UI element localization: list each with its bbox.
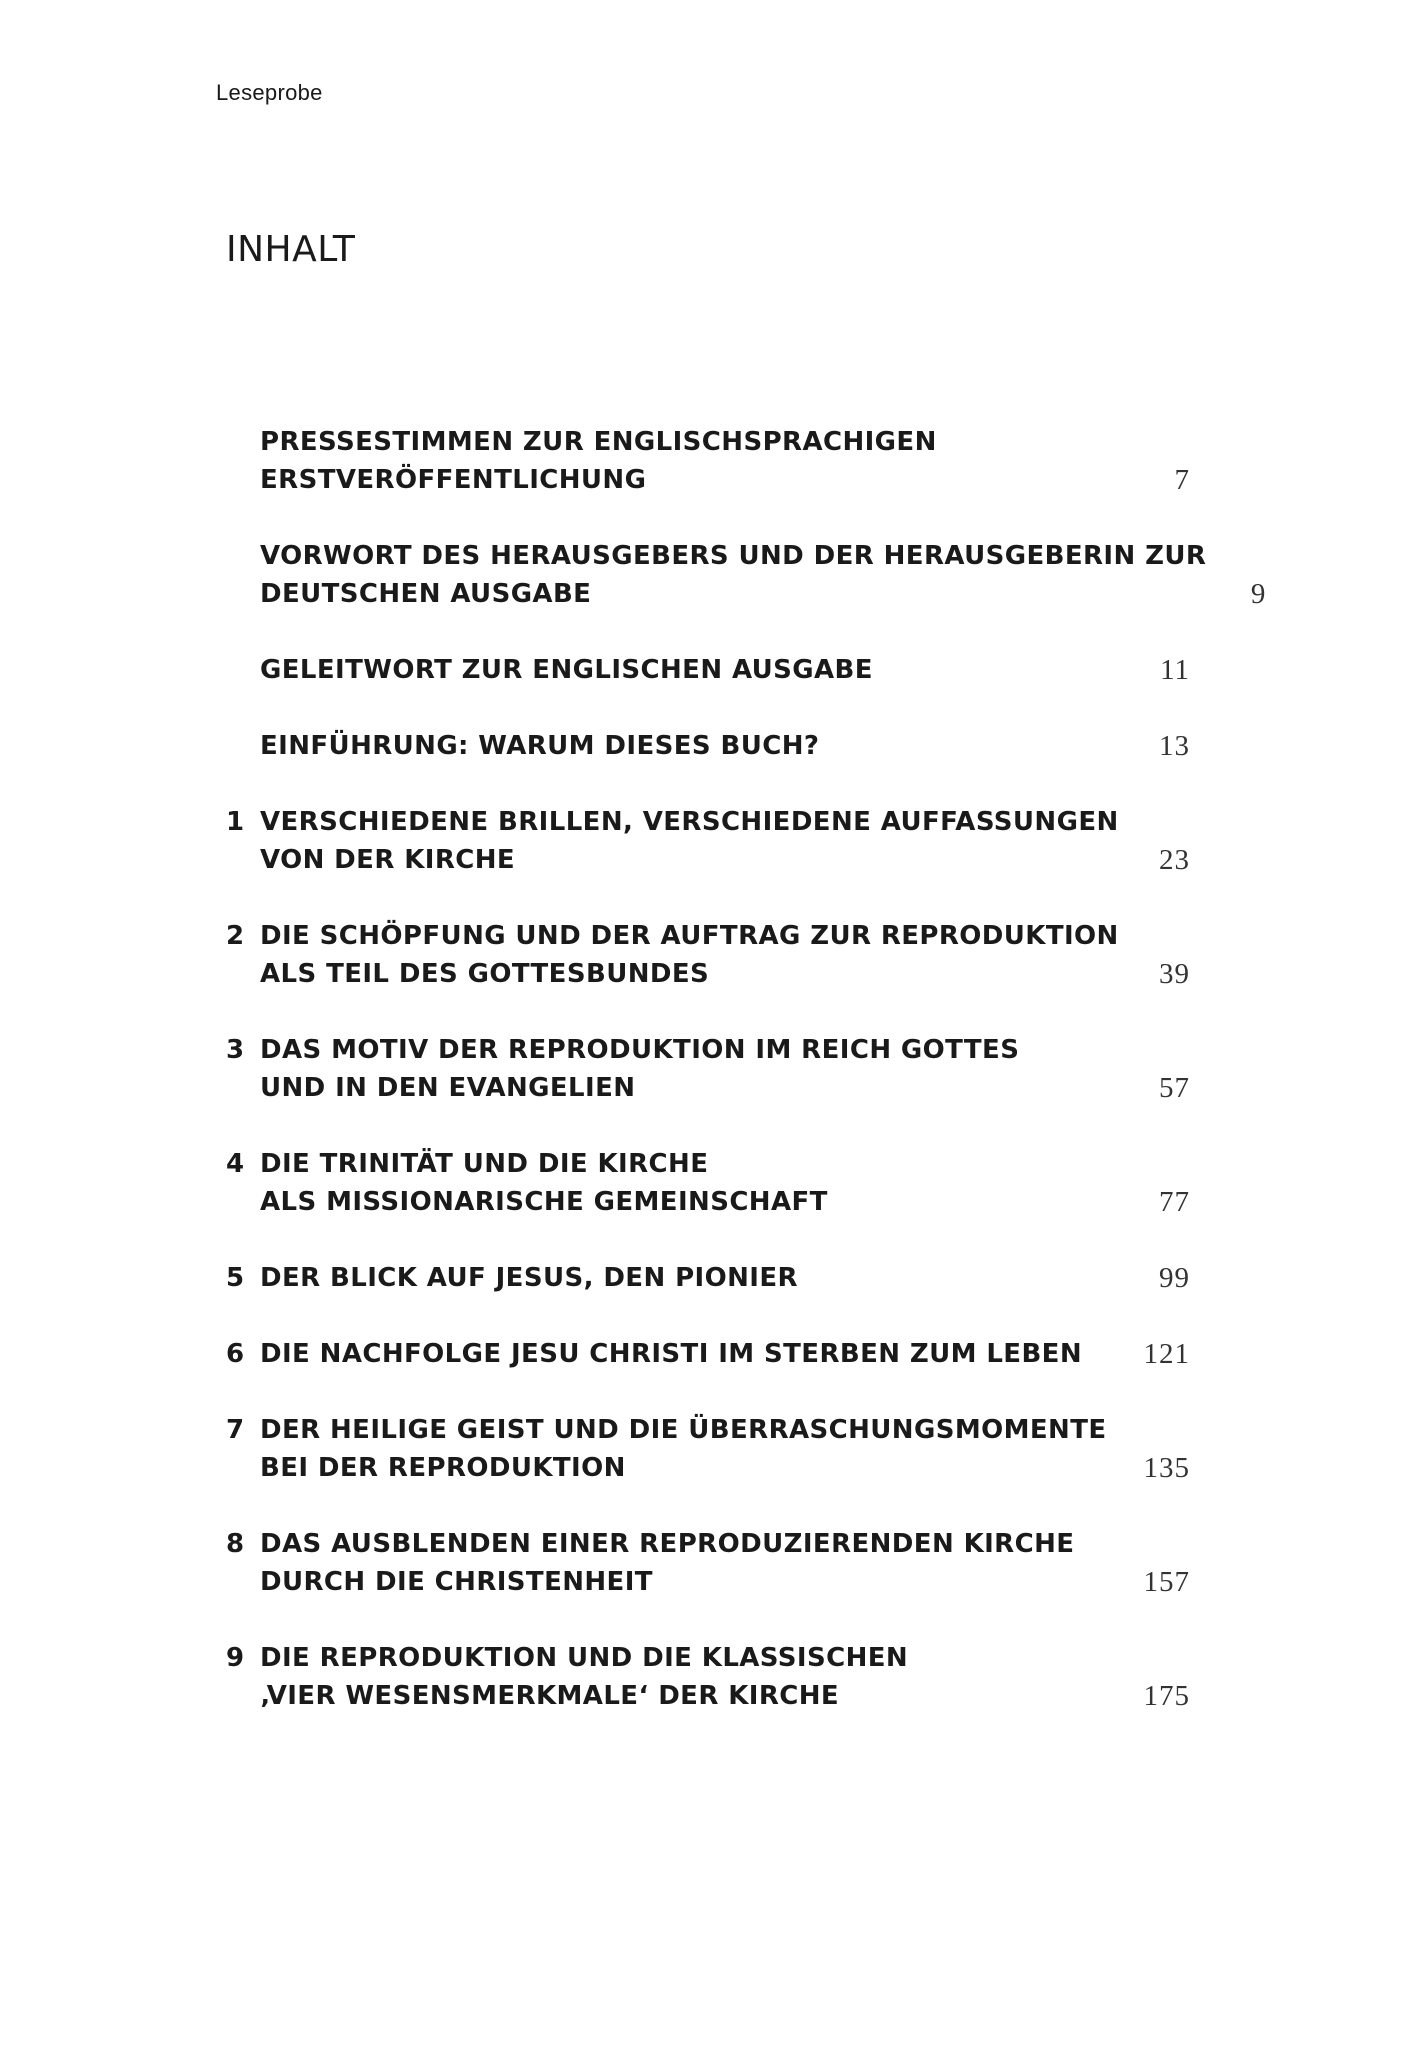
toc-chapter-number: 7 xyxy=(226,1415,245,1445)
page-header-label: Leseprobe xyxy=(216,80,323,105)
table-of-contents xyxy=(226,423,1267,1753)
toc-entry xyxy=(226,803,1190,879)
toc-title-line: EINFÜHRUNG: WARUM DIESES BUCH? xyxy=(260,731,820,761)
toc-entry xyxy=(226,1145,1190,1221)
toc-title-line: ALS MISSIONARISCHE GEMEINSCHAFT xyxy=(260,1187,828,1217)
toc-title-line: DAS MOTIV DER REPRODUKTION IM REICH GOTTES xyxy=(260,1035,1020,1065)
toc-page-number: 39 xyxy=(1159,958,1190,990)
toc-title xyxy=(260,1639,1130,1715)
toc-entry xyxy=(226,1031,1190,1107)
toc-chapter-number: 9 xyxy=(226,1643,245,1673)
toc-entry xyxy=(226,423,1190,499)
toc-title-line: DAS AUSBLENDEN EINER REPRODUZIERENDEN KIRCHE xyxy=(260,1529,1075,1559)
toc-chapter-number: 1 xyxy=(226,807,245,837)
toc-title-line: VORWORT DES HERAUSGEBERS UND DER HERAUSGEBERIN ZUR xyxy=(260,541,1207,571)
toc-entry xyxy=(226,1335,1190,1373)
toc-title xyxy=(260,423,1130,499)
toc-chapter-number: 8 xyxy=(226,1529,245,1559)
toc-entry xyxy=(226,1639,1190,1715)
toc-title xyxy=(260,1031,1130,1107)
toc-entry xyxy=(226,1259,1190,1297)
toc-page-number: 99 xyxy=(1159,1262,1190,1294)
toc-chapter-number: 2 xyxy=(226,921,245,951)
toc-page-number: 135 xyxy=(1143,1452,1190,1484)
toc-page-number: 175 xyxy=(1143,1680,1190,1712)
toc-title-line: DIE TRINITÄT UND DIE KIRCHE xyxy=(260,1149,709,1179)
toc-title-line: DER BLICK AUF JESUS, DEN PIONIER xyxy=(260,1263,798,1293)
toc-page-number: 57 xyxy=(1159,1072,1190,1104)
toc-title xyxy=(260,727,1130,765)
toc-title-line: PRESSESTIMMEN ZUR ENGLISCHSPRACHIGEN xyxy=(260,427,937,457)
toc-title-line: GELEITWORT ZUR ENGLISCHEN AUSGABE xyxy=(260,655,873,685)
toc-title xyxy=(260,651,1130,689)
toc-title xyxy=(260,1411,1130,1487)
toc-title-line: BEI DER REPRODUKTION xyxy=(260,1453,626,1483)
toc-page-number: 121 xyxy=(1143,1338,1190,1370)
toc-title-line: DIE REPRODUKTION UND DIE KLASSISCHEN xyxy=(260,1643,909,1673)
toc-page-number: 9 xyxy=(1250,578,1267,610)
toc-entry xyxy=(226,917,1190,993)
toc-title-line: VON DER KIRCHE xyxy=(260,845,516,875)
toc-title-line: ERSTVERÖFFENTLICHUNG xyxy=(260,465,647,495)
toc-entry xyxy=(226,651,1190,689)
toc-page-number: 157 xyxy=(1143,1566,1190,1598)
toc-page-number: 13 xyxy=(1159,730,1190,762)
toc-title xyxy=(260,1259,1130,1297)
toc-page-number: 11 xyxy=(1160,654,1190,686)
toc-entry xyxy=(226,1525,1190,1601)
toc-chapter-number: 4 xyxy=(226,1149,245,1179)
toc-title xyxy=(260,803,1130,879)
toc-page-number: 77 xyxy=(1159,1186,1190,1218)
toc-title-line: DIE NACHFOLGE JESU CHRISTI IM STERBEN ZUM LEBEN xyxy=(260,1339,1083,1369)
toc-title-line: DER HEILIGE GEIST UND DIE ÜBERRASCHUNGSMOMENTE xyxy=(260,1415,1107,1445)
toc-title xyxy=(260,1335,1130,1373)
toc-page-number: 7 xyxy=(1174,464,1190,496)
toc-title-line: ALS TEIL DES GOTTESBUNDES xyxy=(260,959,710,989)
toc-title-line: VERSCHIEDENE BRILLEN, VERSCHIEDENE AUFFASSUNGEN xyxy=(260,807,1119,837)
page-title: INHALT xyxy=(226,229,356,270)
toc-title xyxy=(260,1145,1130,1221)
toc-entry xyxy=(226,1411,1190,1487)
toc-title xyxy=(260,917,1130,993)
toc-entry xyxy=(226,537,1267,613)
toc-title xyxy=(260,537,1206,613)
toc-title-line: DEUTSCHEN AUSGABE xyxy=(260,579,592,609)
toc-chapter-number: 5 xyxy=(226,1263,245,1293)
toc-chapter-number: 6 xyxy=(226,1339,245,1369)
toc-title-line: ‚VIER WESENSMERKMALE‘ DER KIRCHE xyxy=(260,1681,840,1711)
toc-page-number: 23 xyxy=(1159,844,1190,876)
toc-title xyxy=(260,1525,1130,1601)
toc-title-line: UND IN DEN EVANGELIEN xyxy=(260,1073,636,1103)
toc-title-line: DIE SCHÖPFUNG UND DER AUFTRAG ZUR REPRODUKTION xyxy=(260,921,1119,951)
toc-chapter-number: 3 xyxy=(226,1035,245,1065)
toc-title-line: DURCH DIE CHRISTENHEIT xyxy=(260,1567,653,1597)
toc-entry xyxy=(226,727,1190,765)
